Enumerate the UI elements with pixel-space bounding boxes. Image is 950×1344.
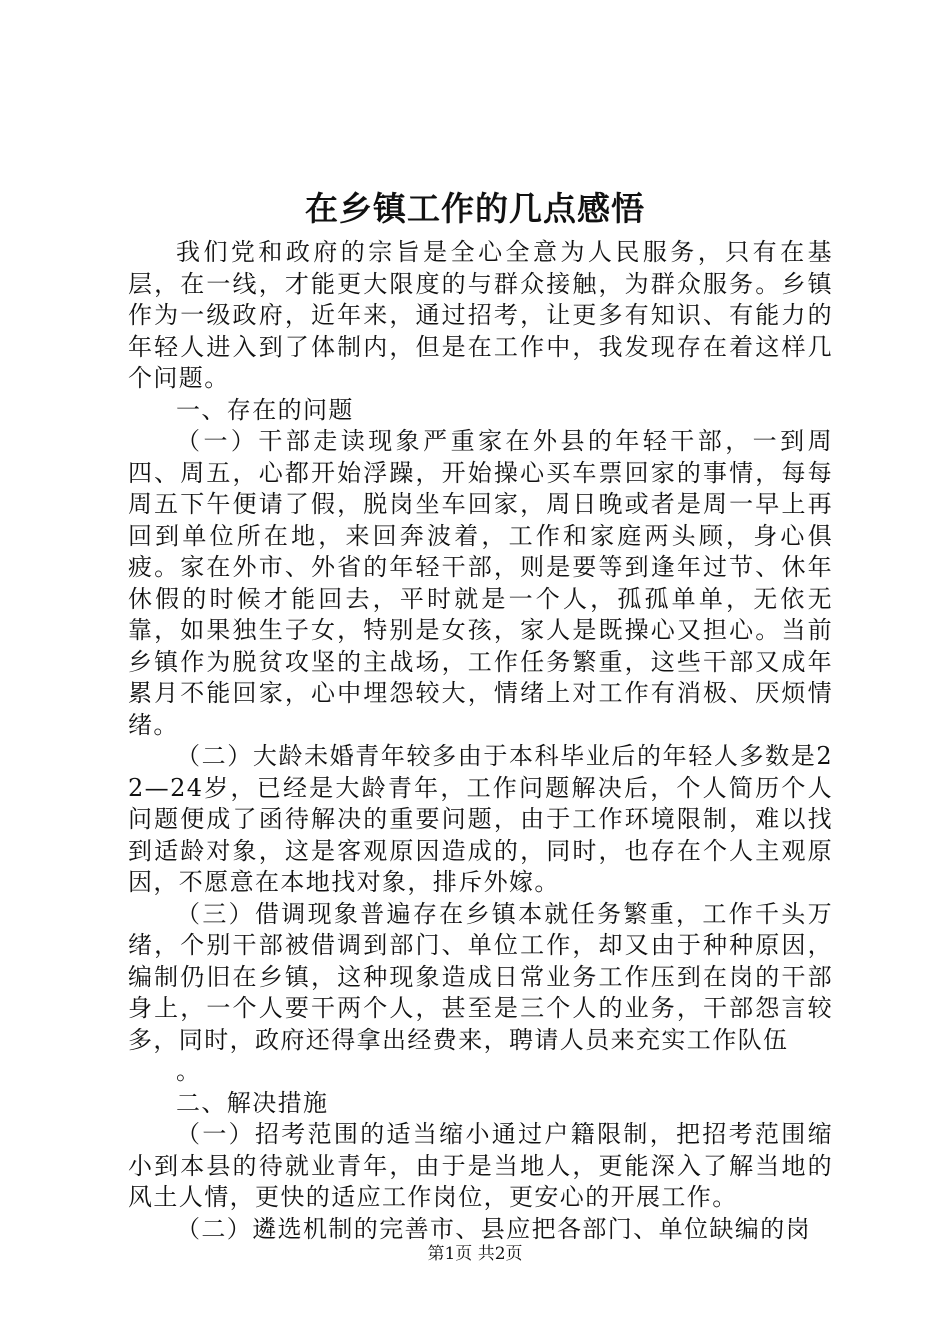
- problem-paragraph-2: （二）大龄未婚青年较多由于本科毕业后的年轻人多数是22—24岁，已经是大龄青年，工作问题解决后，个人简历个人问题便成了函待解决的重要问题，由于工作环境限制，难以找到适龄对象，这是客观原因造成的，同时，也存在个人主观原因，不愿意在本地找对象，排斥外嫁。: [128, 742, 833, 896]
- intro-paragraph: 我们党和政府的宗旨是全心全意为人民服务，只有在基层，在一线，才能更大限度的与群众接触，为群众服务。乡镇作为一级政府，近年来，通过招考，让更多有知识、有能力的年轻人进入到了体制内，但是在工作中，我发现存在着这样几个问题。: [128, 238, 833, 392]
- stray-period: 。: [176, 1057, 202, 1085]
- section-heading-solutions: 二、解决措施: [176, 1088, 329, 1117]
- solution-paragraph-1: （一）招考范围的适当缩小通过户籍限制，把招考范围缩小到本县的待就业青年，由于是当地人，更能深入了解当地的风土人情，更快的适应工作岗位，更安心的开展工作。: [128, 1120, 833, 1211]
- page-footer: 第1页 共2页: [427, 1244, 523, 1264]
- problem-paragraph-3: （三）借调现象普遍存在乡镇本就任务繁重，工作千头万绪，个别干部被借调到部门、单位工作，却又由于种种原因，编制仍旧在乡镇，这种现象造成日常业务工作压到在岗的干部身上，一个人要干两个人，甚至是三个人的业务，干部怨言较多，同时，政府还得拿出经费来，聘请人员来充实工作队伍: [128, 899, 833, 1054]
- document-body: [128, 237, 833, 1245]
- problem-paragraph-1: （一）干部走读现象严重家在外县的年轻干部，一到周四、周五，心都开始浮躁，开始操心买车票回家的事情，每每周五下午便请了假，脱岗坐车回家，周日晚或者是周一早上再回到单位所在地，来回奔波着，工作和家庭两头顾，身心俱疲。家在外市、外省的年轻干部，则是要等到逢年过节、休年休假的时候才能回去，平时就是一个人，孤孤单单，无依无靠，如果独生子女，特别是女孩，家人是既操心又担心。当前乡镇作为脱贫攻坚的主战场，工作任务繁重，这些干部又成年累月不能回家，心中埋怨较大，情绪上对工作有消极、厌烦情绪。: [128, 427, 833, 739]
- document-title: 在乡镇工作的几点感悟: [305, 189, 645, 228]
- solution-paragraph-2: （二）遴选机制的完善市、县应把各部门、单位缺编的岗: [176, 1214, 811, 1243]
- section-heading-problems: 一、存在的问题: [176, 395, 354, 424]
